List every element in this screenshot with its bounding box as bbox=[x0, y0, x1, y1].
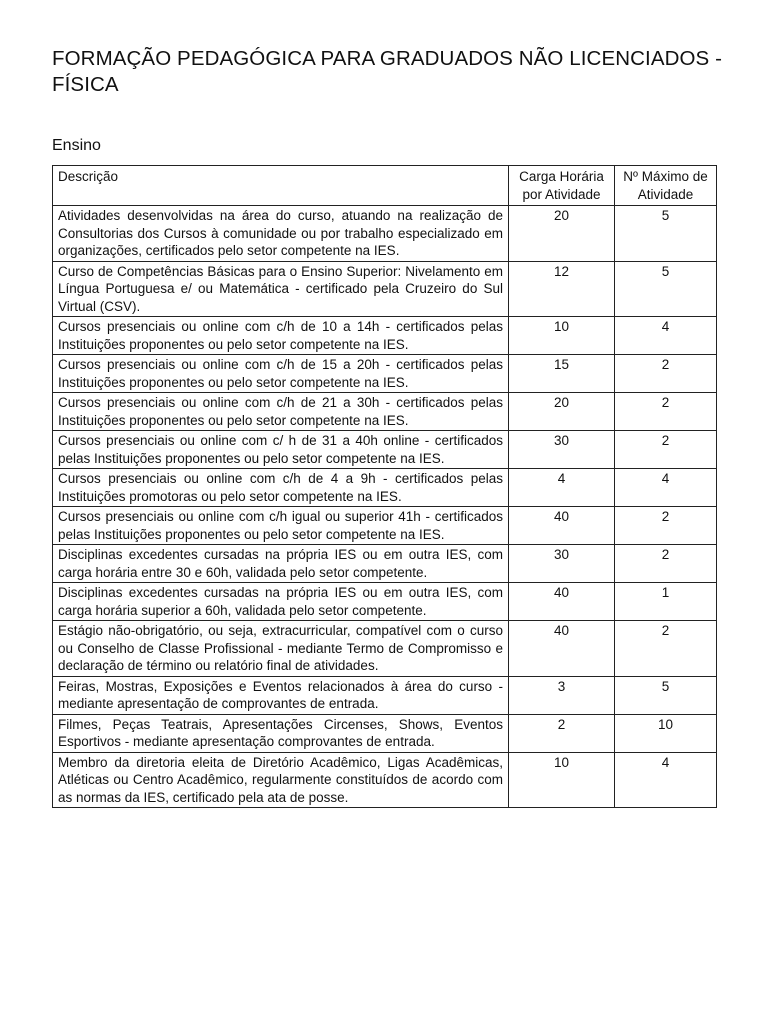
table-row bbox=[53, 621, 717, 677]
table-row bbox=[53, 583, 717, 621]
row-description: Cursos presenciais ou online com c/h de 21 a 30h - certificados pelas Instituições proponentes ou pelo setor competente na IES. bbox=[53, 393, 509, 431]
row-description: Curso de Competências Básicas para o Ensino Superior: Nivelamento em Língua Portuguesa e/ ou Matemática - certificado pela Cruzeiro do Sul Virtual (CSV). bbox=[53, 261, 509, 317]
row-description: Filmes, Peças Teatrais, Apresentações Circenses, Shows, Eventos Esportivos - mediante apresentação comprovantes de entrada. bbox=[53, 714, 509, 752]
row-carga-horaria: 40 bbox=[509, 507, 615, 545]
row-description: Feiras, Mostras, Exposições e Eventos relacionados à área do curso - mediante apresentação de comprovantes de entrada. bbox=[53, 676, 509, 714]
table-row bbox=[53, 714, 717, 752]
table-row bbox=[53, 507, 717, 545]
table-row bbox=[53, 545, 717, 583]
row-description: Cursos presenciais ou online com c/h de 4 a 9h - certificados pelas Instituições promotoras ou pelo setor competente na IES. bbox=[53, 469, 509, 507]
row-maximo: 5 bbox=[615, 206, 717, 262]
row-description: Cursos presenciais ou online com c/h igual ou superior 41h - certificados pelas Instituições proponentes ou pelo setor competente na IES. bbox=[53, 507, 509, 545]
table-row bbox=[53, 317, 717, 355]
row-maximo: 2 bbox=[615, 431, 717, 469]
header-carga-horaria: Carga Horária por Atividade bbox=[509, 166, 615, 206]
row-maximo: 5 bbox=[615, 676, 717, 714]
row-maximo: 1 bbox=[615, 583, 717, 621]
row-description: Disciplinas excedentes cursadas na própria IES ou em outra IES, com carga horária entre 30 e 60h, validada pelo setor competente. bbox=[53, 545, 509, 583]
row-maximo: 2 bbox=[615, 507, 717, 545]
row-maximo: 10 bbox=[615, 714, 717, 752]
row-maximo: 2 bbox=[615, 545, 717, 583]
row-maximo: 2 bbox=[615, 621, 717, 677]
header-descricao: Descrição bbox=[53, 166, 509, 206]
table-header-row bbox=[53, 166, 717, 206]
table-row bbox=[53, 355, 717, 393]
table-row bbox=[53, 206, 717, 262]
table-row bbox=[53, 261, 717, 317]
row-carga-horaria: 15 bbox=[509, 355, 615, 393]
table-row bbox=[53, 431, 717, 469]
row-carga-horaria: 30 bbox=[509, 545, 615, 583]
row-description: Estágio não-obrigatório, ou seja, extracurricular, compatível com o curso ou Conselho de Classe Profissional - mediante Termo de Compromisso e declaração de término ou relatório final de atividades. bbox=[53, 621, 509, 677]
row-maximo: 4 bbox=[615, 469, 717, 507]
row-carga-horaria: 10 bbox=[509, 752, 615, 808]
row-carga-horaria: 4 bbox=[509, 469, 615, 507]
row-description: Cursos presenciais ou online com c/h de 10 a 14h - certificados pelas Instituições proponentes ou pelo setor competente na IES. bbox=[53, 317, 509, 355]
row-carga-horaria: 20 bbox=[509, 393, 615, 431]
row-carga-horaria: 10 bbox=[509, 317, 615, 355]
row-carga-horaria: 3 bbox=[509, 676, 615, 714]
header-maximo-atividade: Nº Máximo de Atividade bbox=[615, 166, 717, 206]
table-body bbox=[53, 206, 717, 808]
row-description: Disciplinas excedentes cursadas na própria IES ou em outra IES, com carga horária superior a 60h, validada pelo setor competente. bbox=[53, 583, 509, 621]
row-maximo: 4 bbox=[615, 317, 717, 355]
table-row bbox=[53, 469, 717, 507]
row-carga-horaria: 40 bbox=[509, 621, 615, 677]
row-carga-horaria: 2 bbox=[509, 714, 615, 752]
row-description: Membro da diretoria eleita de Diretório Acadêmico, Ligas Acadêmicas, Atléticas ou Centro Acadêmico, regularmente constituídos de acordo com as normas da IES, certificado pela ata de posse. bbox=[53, 752, 509, 808]
row-description: Cursos presenciais ou online com c/ h de 31 a 40h online - certificados pelas Instituições proponentes ou pelo setor competente na IES. bbox=[53, 431, 509, 469]
row-maximo: 4 bbox=[615, 752, 717, 808]
row-carga-horaria: 30 bbox=[509, 431, 615, 469]
activities-table bbox=[52, 165, 717, 808]
table-row bbox=[53, 393, 717, 431]
row-maximo: 2 bbox=[615, 393, 717, 431]
row-carga-horaria: 20 bbox=[509, 206, 615, 262]
section-heading: Ensino bbox=[52, 137, 101, 154]
table-row bbox=[53, 752, 717, 808]
row-carga-horaria: 40 bbox=[509, 583, 615, 621]
table-row bbox=[53, 676, 717, 714]
row-carga-horaria: 12 bbox=[509, 261, 615, 317]
row-description: Atividades desenvolvidas na área do curso, atuando na realização de Consultorias dos Cursos à comunidade ou por trabalho especializado em organizações, certificados pelo setor competente na IES. bbox=[53, 206, 509, 262]
row-maximo: 5 bbox=[615, 261, 717, 317]
row-maximo: 2 bbox=[615, 355, 717, 393]
document-title: FORMAÇÃO PEDAGÓGICA PARA GRADUADOS NÃO LICENCIADOS - FÍSICA bbox=[52, 47, 723, 96]
row-description: Cursos presenciais ou online com c/h de 15 a 20h - certificados pelas Instituições proponentes ou pelo setor competente na IES. bbox=[53, 355, 509, 393]
